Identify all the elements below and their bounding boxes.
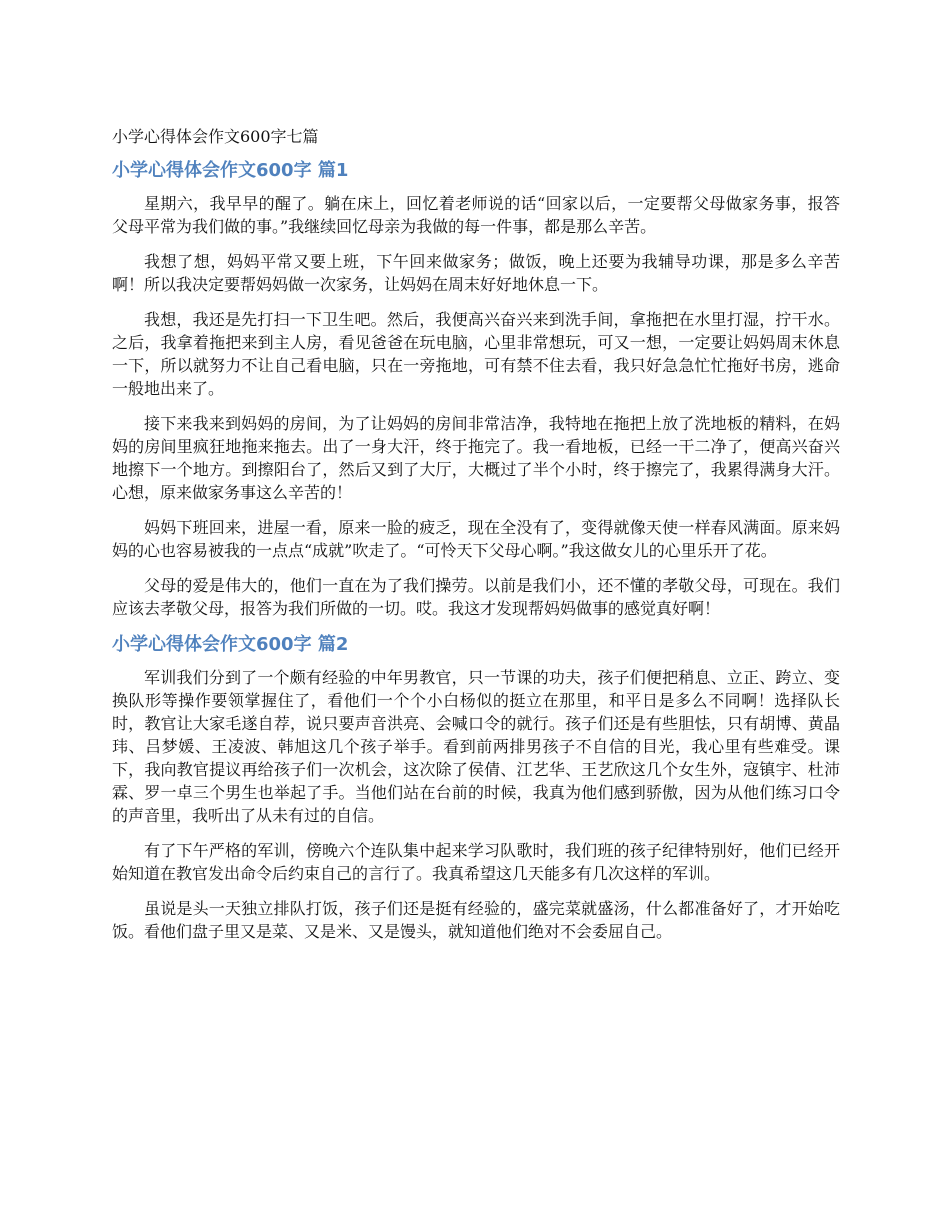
paragraph: 妈妈下班回来，进屋一看，原来一脸的疲乏，现在全没有了，变得就像天使一样春风满面。原来妈妈的心也容易被我的一点点“成就”吹走了。“可怜天下父母心啊。”我这做女儿的心里乐开了花。 xyxy=(112,518,840,560)
paragraph: 我想了想，妈妈平常又要上班，下午回来做家务；做饭，晚上还要为我辅导功课，那是多么辛苦啊！所以我决定要帮妈妈做一次家务，让妈妈在周末好好地休息一下。 xyxy=(112,252,840,294)
document-title: 小学心得体会作文600字七篇 xyxy=(112,127,319,146)
paragraph: 父母的爱是伟大的，他们一直在为了我们操劳。以前是我们小，还不懂的孝敬父母，可现在。我们应该去孝敬父母，报答为我们所做的一切。哎。我这才发现帮妈妈做事的感觉真好啊！ xyxy=(112,576,840,618)
section-heading: 小学心得体会作文600字 篇2 xyxy=(112,634,349,655)
section-heading: 小学心得体会作文600字 篇1 xyxy=(112,160,349,181)
paragraph: 接下来我来到妈妈的房间，为了让妈妈的房间非常洁净，我特地在拖把上放了洗地板的精料，在妈妈的房间里疯狂地拖来拖去。出了一身大汗，终于拖完了。我一看地板，已经一干二净了，便高兴奋兴地擦下一个地方。到擦阳台了，然后又到了大厅，大概过了半个小时，终于擦完了，我累得满身大汗。心想，原来做家务事这么辛苦的！ xyxy=(112,414,840,502)
paragraph: 军训我们分到了一个颇有经验的中年男教官，只一节课的功夫，孩子们便把稍息、立正、跨立、变换队形等操作要领掌握住了，看他们一个个小白杨似的挺立在那里，和平日是多么不同啊！选择队长时，教官让大家毛遂自荐，说只要声音洪亮、会喊口令的就行。孩子们还是有些胆怯，只有胡博、黄晶玮、吕梦媛、王凌波、韩旭这几个孩子举手。看到前两排男孩子不自信的目光，我心里有些难受。课下，我向教官提议再给孩子们一次机会，这次除了侯倩、江艺华、王艺欣这几个女生外，寇镇宇、杜沛霖、罗一卓三个男生也举起了手。当他们站在台前的时候，我真为他们感到骄傲，因为从他们练习口令的声音里，我听出了从未有过的自信。 xyxy=(112,668,840,825)
section-1 xyxy=(112,158,840,620)
paragraph: 虽说是头一天独立排队打饭，孩子们还是挺有经验的，盛完菜就盛汤，什么都准备好了，才开始吃饭。看他们盘子里又是菜、又是米、又是馒头，就知道他们绝对不会委屈自己。 xyxy=(112,899,840,941)
paragraph: 我想，我还是先打扫一下卫生吧。然后，我便高兴奋兴来到洗手间，拿拖把在水里打湿，拧干水。之后，我拿着拖把来到主人房，看见爸爸在玩电脑，心里非常想玩，可又一想，一定要让妈妈周末休息一下，所以就努力不让自己看电脑，只在一旁拖地，可有禁不住去看，我只好急急忙忙拖好书房，逃命一般地出来了。 xyxy=(112,310,840,398)
paragraph: 星期六，我早早的醒了。躺在床上，回忆着老师说的话“回家以后，一定要帮父母做家务事，报答父母平常为我们做的事。”我继续回忆母亲为我做的每一件事，都是那么辛苦。 xyxy=(112,194,840,236)
paragraph: 有了下午严格的军训，傍晚六个连队集中起来学习队歌时，我们班的孩子纪律特别好，他们已经开始知道在教官发出命令后约束自己的言行了。我真希望这几天能多有几次这样的军训。 xyxy=(112,841,840,883)
document-page xyxy=(112,124,840,955)
section-2 xyxy=(112,632,840,943)
